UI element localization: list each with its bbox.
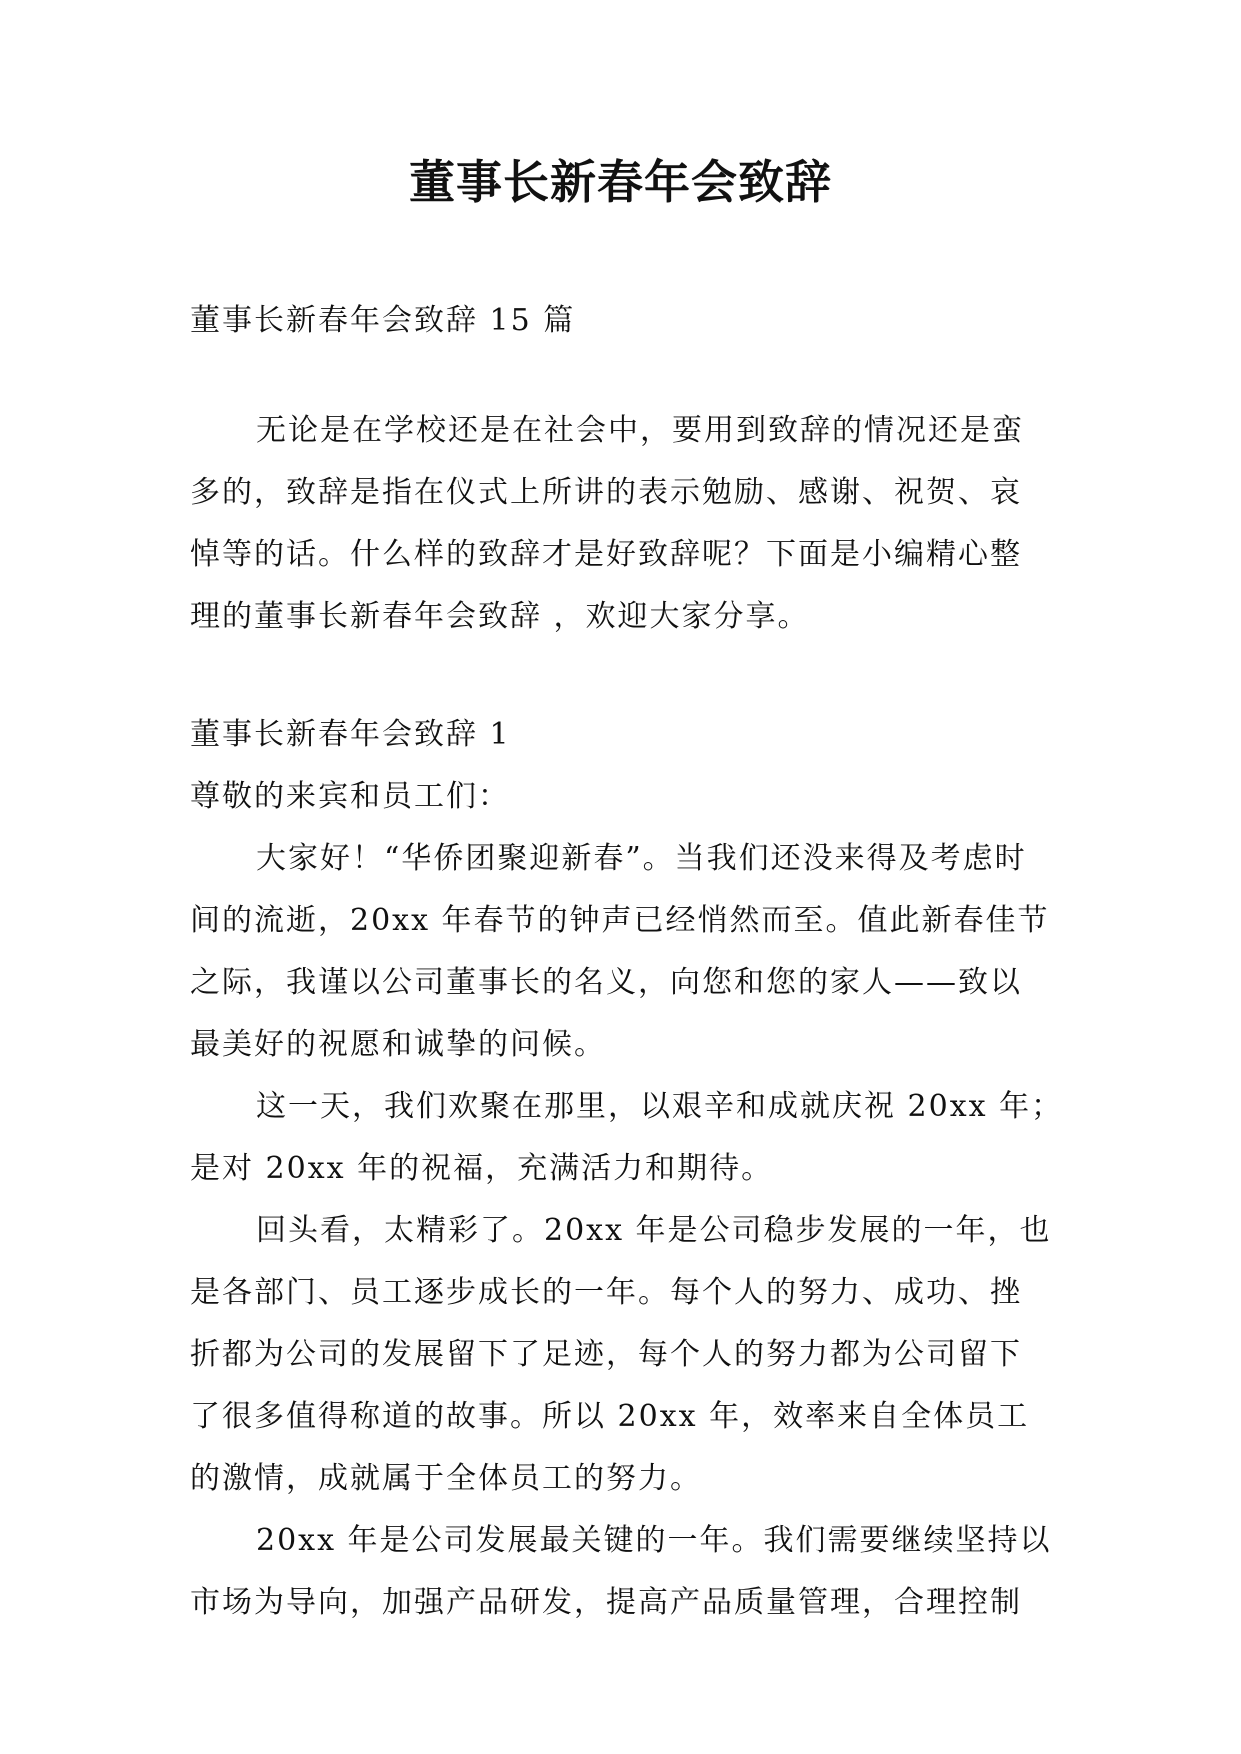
salutation: 尊敬的来宾和员工们： bbox=[190, 779, 510, 814]
document-title: 董事长新春年会致辞 bbox=[409, 155, 832, 209]
paragraph-line: 了很多值得称道的故事。所以 20xx 年，效率来自全体员工 bbox=[190, 1399, 1030, 1434]
paragraph-4 bbox=[190, 1510, 1060, 1634]
intro-line: 悼等的话。什么样的致辞才是好致辞呢？下面是小编精心整 bbox=[190, 537, 1022, 572]
paragraph-3 bbox=[190, 1200, 1060, 1510]
paragraph-line: 市场为导向，加强产品研发，提高产品质量管理，合理控制 bbox=[190, 1585, 1022, 1620]
paragraph-line: 间的流逝，20xx 年春节的钟声已经悄然而至。值此新春佳节 bbox=[190, 903, 1050, 938]
intro-line: 理的董事长新春年会致辞 ，欢迎大家分享。 bbox=[190, 599, 810, 634]
paragraph-line: 回头看，太精彩了。20xx 年是公司稳步发展的一年，也 bbox=[256, 1213, 1052, 1248]
intro-line: 多的，致辞是指在仪式上所讲的表示勉励、感谢、祝贺、哀 bbox=[190, 475, 1022, 510]
paragraph-line: 20xx 年是公司发展最关键的一年。我们需要继续坚持以 bbox=[256, 1523, 1052, 1558]
section-heading: 董事长新春年会致辞 1 bbox=[190, 717, 511, 752]
paragraph-line: 是各部门、员工逐步成长的一年。每个人的努力、成功、挫 bbox=[190, 1275, 1022, 1310]
paragraph-line: 最美好的祝愿和诚挚的问候。 bbox=[190, 1027, 606, 1062]
document-subtitle: 董事长新春年会致辞 15 篇 bbox=[190, 303, 576, 338]
document-body bbox=[190, 290, 1064, 1634]
paragraph-line: 之际，我谨以公司董事长的名义，向您和您的家人——致以 bbox=[190, 965, 1022, 1000]
paragraph-line: 折都为公司的发展留下了足迹，每个人的努力都为公司留下 bbox=[190, 1337, 1022, 1372]
paragraph-line: 大家好！“华侨团聚迎新春”。当我们还没来得及考虑时 bbox=[256, 841, 1027, 876]
paragraph-2 bbox=[190, 1076, 1064, 1200]
intro-paragraph bbox=[190, 400, 1060, 648]
paragraph-1 bbox=[190, 828, 1060, 1076]
paragraph-line: 是对 20xx 年的祝福，充满活力和期待。 bbox=[190, 1151, 774, 1186]
paragraph-line: 这一天，我们欢聚在那里，以艰辛和成就庆祝 20xx 年； bbox=[256, 1089, 1064, 1124]
intro-line: 无论是在学校还是在社会中，要用到致辞的情况还是蛮 bbox=[256, 413, 1024, 448]
paragraph-line: 的激情，成就属于全体员工的努力。 bbox=[190, 1461, 702, 1496]
